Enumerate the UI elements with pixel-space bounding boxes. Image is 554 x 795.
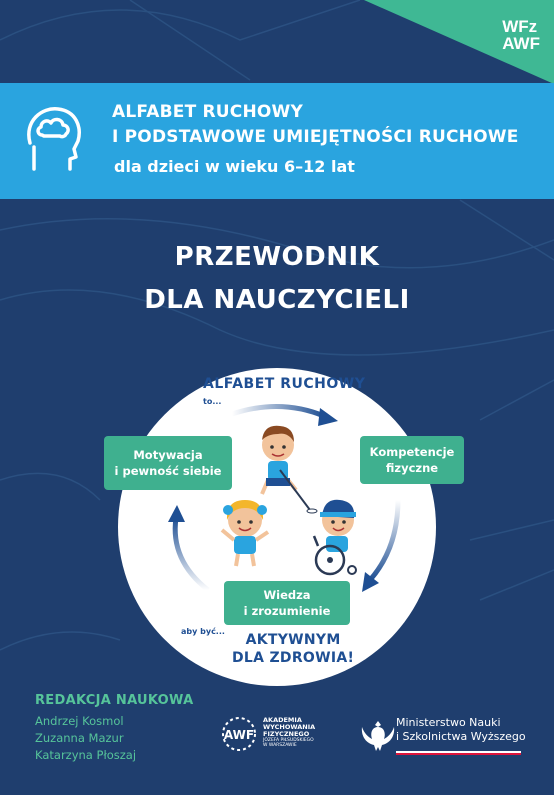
- ministry-line1: Ministerstwo Nauki: [396, 716, 501, 729]
- diagram-top-sub: to...: [203, 397, 222, 406]
- banner-subtitle: dla dzieci w wieku 6–12 lat: [114, 157, 355, 176]
- diagram-bottom-line2: DLA ZDROWIA!: [232, 650, 355, 666]
- banner-title-line2: I PODSTAWOWE UMIEJĘTNOŚCI RUCHOWE: [112, 127, 519, 147]
- box-knowledge: [224, 581, 350, 625]
- awf-line3: FIZYCZNEGO: [263, 730, 310, 738]
- box-motivation-line1: Motywacja: [133, 448, 203, 462]
- box-competence-line1: Kompetencje: [369, 445, 455, 459]
- svg-text:AWF: AWF: [223, 728, 255, 742]
- diagram-bottom-pre: aby być...: [181, 627, 225, 636]
- box-knowledge-line2: i zrozumienie: [243, 604, 331, 618]
- diagram-bottom-line1: AKTYWNYM: [245, 632, 341, 648]
- diagram-top-label: ALFABET RUCHOWY: [203, 376, 366, 392]
- editors-heading: REDAKCJA NAUKOWA: [35, 693, 194, 708]
- arrow-top-head: [318, 408, 338, 426]
- arrow-right: [370, 500, 398, 580]
- editor-name: Andrzej Kosmol: [35, 714, 124, 728]
- child-running-illustration: [262, 426, 317, 513]
- awf-name: [263, 717, 315, 748]
- banner-title-line1: ALFABET RUCHOWY: [112, 102, 304, 122]
- main-title-line2: DLA NAUCZYCIELI: [144, 285, 410, 315]
- box-competence-line2: fizyczne: [385, 461, 439, 475]
- main-title-line1: PRZEWODNIK: [174, 242, 380, 272]
- polish-eagle-emblem: [358, 715, 398, 755]
- editor-name: Katarzyna Płoszaj: [35, 748, 137, 762]
- diagram-bottom-label: [232, 631, 354, 667]
- box-competence: [360, 436, 464, 484]
- child-girl-illustration: [222, 500, 268, 566]
- ministry-line2: i Szkolnictwa Wyższego: [396, 730, 526, 743]
- box-knowledge-line1: Wiedza: [263, 588, 311, 602]
- editor-name: Zuzanna Mazur: [35, 731, 124, 745]
- polish-flag-line: [396, 751, 521, 755]
- awf-line1: AKADEMIA: [263, 716, 302, 724]
- wfz-logo-line1: WFz: [502, 17, 538, 36]
- box-motivation-line2: i pewność siebie: [114, 464, 222, 478]
- awf-line2: WYCHOWANIA: [263, 723, 316, 731]
- arrow-left: [175, 518, 208, 590]
- arrow-top: [232, 406, 324, 416]
- awf-line5: W WARSZAWIE: [263, 743, 297, 748]
- wfz-logo-line2: AWF: [502, 34, 540, 53]
- arrow-left-head: [168, 505, 185, 522]
- awf-line4: JÓZEFA PIŁSUDSKIEGO: [263, 738, 314, 743]
- box-motivation: [104, 436, 232, 490]
- ministry-name: [396, 716, 526, 744]
- child-wheelchair-illustration: [314, 500, 356, 574]
